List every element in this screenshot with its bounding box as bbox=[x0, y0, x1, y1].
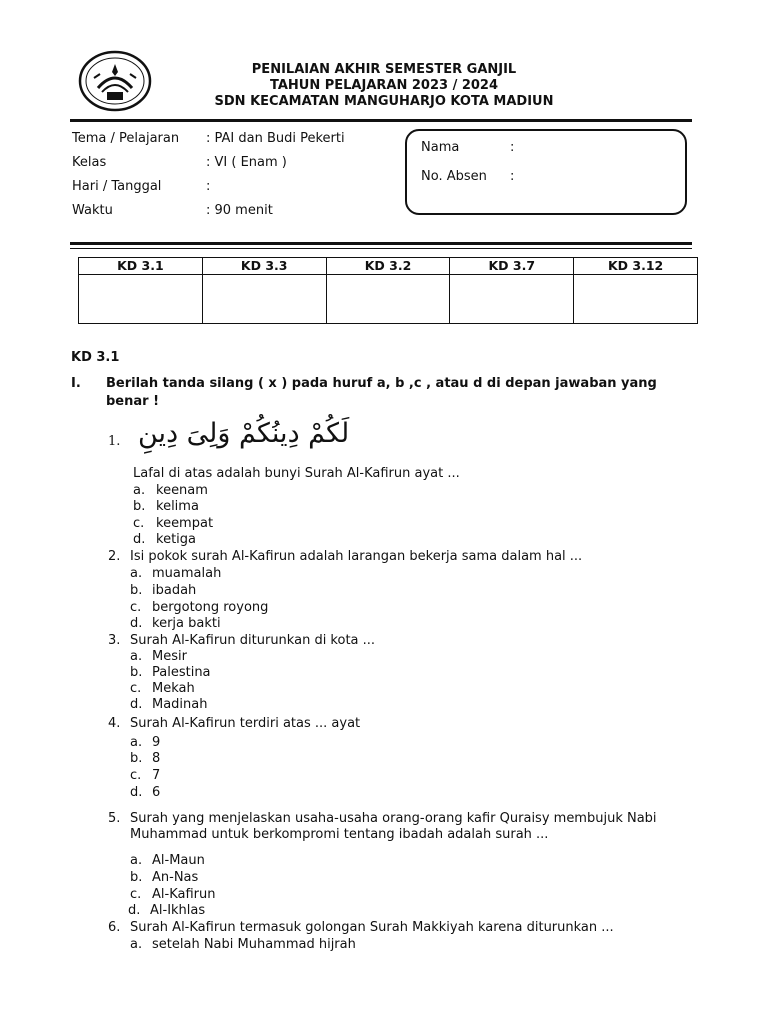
option-letter: a. bbox=[133, 483, 146, 498]
question-text: Isi pokok surah Al-Kafirun adalah larangan bekerja sama dalam hal ... bbox=[130, 549, 583, 564]
kd-header: KD 3.1 bbox=[79, 258, 203, 275]
header-line-1: PENILAIAN AKHIR SEMESTER GANJIL bbox=[251, 62, 517, 77]
question-number: 3. bbox=[108, 633, 121, 648]
kd-header: KD 3.3 bbox=[202, 258, 326, 275]
student-name-label: Nama bbox=[421, 140, 460, 155]
option-text[interactable]: 8 bbox=[152, 751, 161, 766]
option-text[interactable]: Mekah bbox=[152, 681, 195, 696]
option-text[interactable]: 6 bbox=[152, 785, 161, 800]
info-label-tema: Tema / Pelajaran bbox=[72, 131, 180, 146]
option-letter: b. bbox=[130, 751, 143, 766]
question-text: Lafal di atas adalah bunyi Surah Al-Kafirun ayat ... bbox=[133, 466, 460, 481]
option-text[interactable]: bergotong royong bbox=[152, 600, 269, 615]
option-letter: c. bbox=[130, 887, 142, 902]
option-letter: d. bbox=[130, 697, 143, 712]
kd-score-cell[interactable] bbox=[326, 275, 450, 324]
question-text-line-2: Muhammad untuk berkompromi tentang ibadah adalah surah ... bbox=[130, 827, 549, 842]
question-text: Surah Al-Kafirun terdiri atas ... ayat bbox=[130, 716, 361, 731]
option-text[interactable]: Al-Maun bbox=[152, 853, 205, 868]
info-label-tanggal: Hari / Tanggal bbox=[72, 179, 162, 194]
option-letter: c. bbox=[133, 516, 145, 531]
kd-score-cell[interactable] bbox=[450, 275, 574, 324]
option-text[interactable]: muamalah bbox=[152, 566, 222, 581]
kd-header: KD 3.12 bbox=[574, 258, 698, 275]
question-text: Surah Al-Kafirun diturunkan di kota ... bbox=[130, 633, 376, 648]
option-letter: b. bbox=[133, 499, 146, 514]
option-text[interactable]: 7 bbox=[152, 768, 161, 783]
section-title: KD 3.1 bbox=[71, 350, 120, 365]
info-divider-thin bbox=[70, 248, 692, 249]
info-value-tema: : PAI dan Budi Pekerti bbox=[206, 131, 345, 146]
kd-header: KD 3.2 bbox=[326, 258, 450, 275]
option-letter: b. bbox=[130, 583, 143, 598]
tut-wuri-handayani-logo bbox=[78, 50, 152, 112]
option-letter: c. bbox=[130, 600, 142, 615]
student-name-colon: : bbox=[510, 140, 515, 155]
option-letter: a. bbox=[130, 649, 143, 664]
instruction-line-2: benar ! bbox=[106, 394, 160, 409]
kd-score-table bbox=[78, 257, 698, 324]
option-letter: c. bbox=[130, 768, 142, 783]
option-text[interactable]: kerja bakti bbox=[152, 616, 221, 631]
question-number: 5. bbox=[108, 811, 121, 826]
arabic-verse: لَكُمْ دِينُكُمْ وَلِىَ دِينِ bbox=[138, 418, 350, 449]
student-absen-colon: : bbox=[510, 169, 515, 184]
option-text[interactable]: Al-Kafirun bbox=[152, 887, 216, 902]
info-value-waktu: : 90 menit bbox=[206, 203, 273, 218]
instruction-line-1: Berilah tanda silang ( x ) pada huruf a, b ,c , atau d di depan jawaban yang bbox=[106, 376, 657, 391]
option-letter: a. bbox=[130, 853, 143, 868]
info-label-kelas: Kelas bbox=[72, 155, 107, 170]
info-value-tanggal: : bbox=[206, 179, 211, 194]
kd-score-cell[interactable] bbox=[202, 275, 326, 324]
question-number: 1. bbox=[108, 434, 121, 449]
option-letter: a. bbox=[130, 566, 143, 581]
option-letter: b. bbox=[130, 870, 143, 885]
option-text[interactable]: keenam bbox=[156, 483, 208, 498]
header-divider bbox=[70, 119, 692, 122]
option-text[interactable]: setelah Nabi Muhammad hijrah bbox=[152, 937, 356, 952]
info-divider-thick bbox=[70, 242, 692, 245]
option-text[interactable]: kelima bbox=[156, 499, 199, 514]
question-text-line-1: Surah yang menjelaskan usaha-usaha orang-orang kafir Quraisy membujuk Nabi bbox=[130, 811, 657, 826]
question-text: Surah Al-Kafirun termasuk golongan Surah Makkiyah karena diturunkan ... bbox=[130, 920, 614, 935]
option-letter: a. bbox=[130, 735, 143, 750]
option-text[interactable]: Madinah bbox=[152, 697, 208, 712]
kd-header: KD 3.7 bbox=[450, 258, 574, 275]
option-letter: d. bbox=[133, 532, 146, 547]
option-letter: d. bbox=[130, 785, 143, 800]
question-number: 2. bbox=[108, 549, 121, 564]
kd-score-cell[interactable] bbox=[574, 275, 698, 324]
info-label-waktu: Waktu bbox=[72, 203, 113, 218]
option-letter: a. bbox=[130, 937, 143, 952]
info-value-kelas: : VI ( Enam ) bbox=[206, 155, 287, 170]
option-text[interactable]: An-Nas bbox=[152, 870, 199, 885]
option-text[interactable]: 9 bbox=[152, 735, 161, 750]
option-letter: d. bbox=[128, 903, 141, 918]
question-number: 4. bbox=[108, 716, 121, 731]
section-roman: I. bbox=[71, 376, 81, 391]
option-text[interactable]: ketiga bbox=[156, 532, 196, 547]
option-text[interactable]: Al-Ikhlas bbox=[150, 903, 206, 918]
option-text[interactable]: keempat bbox=[156, 516, 214, 531]
option-letter: b. bbox=[130, 665, 143, 680]
option-text[interactable]: ibadah bbox=[152, 583, 197, 598]
option-letter: d. bbox=[130, 616, 143, 631]
student-absen-label: No. Absen bbox=[421, 169, 487, 184]
option-letter: c. bbox=[130, 681, 142, 696]
header-line-3: SDN KECAMATAN MANGUHARJO KOTA MADIUN bbox=[214, 94, 554, 109]
kd-score-cell[interactable] bbox=[79, 275, 203, 324]
header-line-2: TAHUN PELAJARAN 2023 / 2024 bbox=[269, 78, 499, 93]
option-text[interactable]: Palestina bbox=[152, 665, 211, 680]
option-text[interactable]: Mesir bbox=[152, 649, 187, 664]
question-number: 6. bbox=[108, 920, 121, 935]
